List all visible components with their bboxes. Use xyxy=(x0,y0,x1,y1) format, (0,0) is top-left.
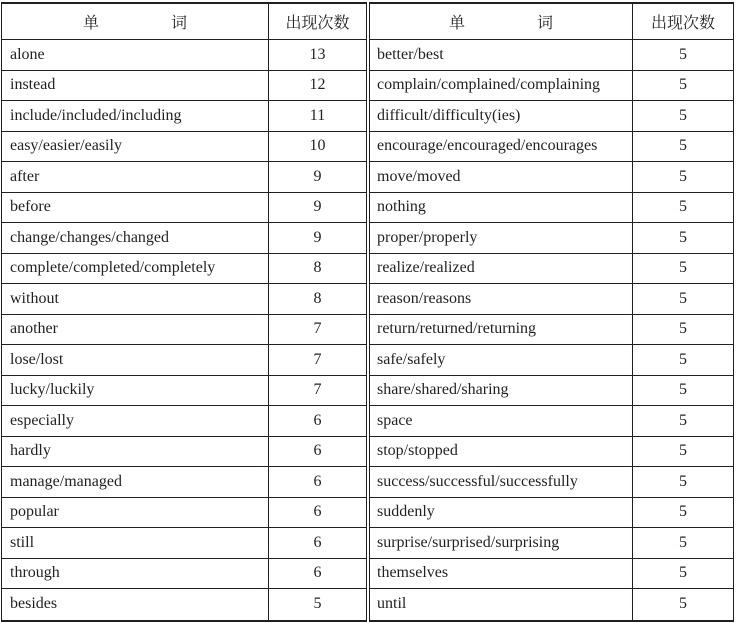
word-cell: encourage/encouraged/encourages xyxy=(369,132,633,162)
count-cell: 9 xyxy=(269,193,367,223)
word-cell: still xyxy=(1,528,269,558)
count-cell: 6 xyxy=(269,406,367,436)
word-cell: complain/complained/complaining xyxy=(369,71,633,101)
count-cell: 7 xyxy=(269,345,367,375)
word-cell: easy/easier/easily xyxy=(1,132,269,162)
count-cell: 9 xyxy=(269,223,367,253)
word-cell: without xyxy=(1,284,269,314)
table-row xyxy=(1,406,367,437)
count-cell: 5 xyxy=(633,132,734,162)
count-cell: 8 xyxy=(269,254,367,284)
count-cell: 5 xyxy=(633,101,734,131)
word-cell: manage/managed xyxy=(1,467,269,497)
table-row xyxy=(1,437,367,468)
count-cell: 5 xyxy=(633,284,734,314)
word-cell: lucky/luckily xyxy=(1,376,269,406)
table-row xyxy=(1,345,367,376)
word-cell: include/included/including xyxy=(1,101,269,131)
word-cell: instead xyxy=(1,71,269,101)
table-row xyxy=(369,223,734,254)
table-row xyxy=(1,254,367,285)
word-header xyxy=(1,4,269,39)
word-cell: after xyxy=(1,162,269,192)
table-row xyxy=(1,223,367,254)
word-cell: before xyxy=(1,193,269,223)
word-cell: suddenly xyxy=(369,498,633,528)
table-row xyxy=(369,40,734,71)
word-header-char-1: 单 xyxy=(83,13,100,32)
table-row xyxy=(1,498,367,529)
count-cell: 5 xyxy=(633,315,734,345)
table-row xyxy=(369,528,734,559)
word-cell: through xyxy=(1,559,269,589)
table-row xyxy=(1,71,367,102)
count-cell: 5 xyxy=(633,528,734,558)
count-cell: 5 xyxy=(269,589,367,620)
word-header-char-2: 词 xyxy=(170,13,187,32)
table-row xyxy=(1,315,367,346)
word-cell: difficult/difficulty(ies) xyxy=(369,101,633,131)
count-cell: 5 xyxy=(633,498,734,528)
count-cell: 6 xyxy=(269,437,367,467)
table-row xyxy=(369,376,734,407)
table-row xyxy=(369,406,734,437)
table-row xyxy=(1,193,367,224)
word-cell: safe/safely xyxy=(369,345,633,375)
table-row xyxy=(1,467,367,498)
table-row xyxy=(1,162,367,193)
word-cell: reason/reasons xyxy=(369,284,633,314)
word-cell: another xyxy=(1,315,269,345)
word-cell: realize/realized xyxy=(369,254,633,284)
count-header: 出现次数 xyxy=(269,4,367,39)
table-row xyxy=(369,498,734,529)
table-row xyxy=(1,284,367,315)
word-header-char-1: 单 xyxy=(449,13,466,32)
table-row xyxy=(369,162,734,193)
table-row xyxy=(1,528,367,559)
table-row xyxy=(369,193,734,224)
count-cell: 5 xyxy=(633,437,734,467)
count-cell: 7 xyxy=(269,376,367,406)
table-row xyxy=(1,101,367,132)
count-cell: 6 xyxy=(269,528,367,558)
word-cell: besides xyxy=(1,589,269,620)
word-cell: especially xyxy=(1,406,269,436)
word-cell: proper/properly xyxy=(369,223,633,253)
count-cell: 9 xyxy=(269,162,367,192)
word-header-char-2: 词 xyxy=(536,13,553,32)
count-cell: 5 xyxy=(633,254,734,284)
word-cell: stop/stopped xyxy=(369,437,633,467)
count-cell: 5 xyxy=(633,193,734,223)
table-row xyxy=(369,589,734,620)
table-row xyxy=(369,254,734,285)
count-cell: 10 xyxy=(269,132,367,162)
table-row xyxy=(1,132,367,163)
count-cell: 5 xyxy=(633,467,734,497)
right-word-table xyxy=(369,2,734,622)
table-row xyxy=(369,559,734,590)
table-row xyxy=(369,101,734,132)
word-cell: popular xyxy=(1,498,269,528)
count-cell: 5 xyxy=(633,40,734,70)
left-word-table xyxy=(1,2,367,622)
word-cell: alone xyxy=(1,40,269,70)
word-cell: complete/completed/completely xyxy=(1,254,269,284)
count-cell: 5 xyxy=(633,71,734,101)
count-cell: 5 xyxy=(633,345,734,375)
count-cell: 5 xyxy=(633,376,734,406)
count-cell: 12 xyxy=(269,71,367,101)
word-cell: until xyxy=(369,589,633,620)
word-cell: success/successful/successfully xyxy=(369,467,633,497)
table-row xyxy=(1,589,367,620)
header-row xyxy=(1,4,367,40)
table-row xyxy=(369,437,734,468)
count-cell: 5 xyxy=(633,223,734,253)
count-cell: 8 xyxy=(269,284,367,314)
count-cell: 11 xyxy=(269,101,367,131)
word-cell: hardly xyxy=(1,437,269,467)
word-cell: lose/lost xyxy=(1,345,269,375)
word-cell: change/changes/changed xyxy=(1,223,269,253)
word-cell: share/shared/sharing xyxy=(369,376,633,406)
table-row xyxy=(1,376,367,407)
word-cell: move/moved xyxy=(369,162,633,192)
word-cell: better/best xyxy=(369,40,633,70)
count-cell: 5 xyxy=(633,406,734,436)
table-row xyxy=(1,40,367,71)
word-cell: space xyxy=(369,406,633,436)
table-row xyxy=(369,315,734,346)
count-cell: 6 xyxy=(269,498,367,528)
table-row xyxy=(369,71,734,102)
word-cell: themselves xyxy=(369,559,633,589)
word-cell: return/returned/returning xyxy=(369,315,633,345)
count-cell: 13 xyxy=(269,40,367,70)
count-cell: 6 xyxy=(269,467,367,497)
count-cell: 7 xyxy=(269,315,367,345)
table-row xyxy=(369,284,734,315)
count-cell: 5 xyxy=(633,589,734,620)
count-cell: 5 xyxy=(633,162,734,192)
count-header: 出现次数 xyxy=(633,4,734,39)
table-row xyxy=(369,467,734,498)
count-cell: 5 xyxy=(633,559,734,589)
table-row xyxy=(1,559,367,590)
header-row xyxy=(369,4,734,40)
word-cell: nothing xyxy=(369,193,633,223)
word-header xyxy=(369,4,633,39)
word-cell: surprise/surprised/surprising xyxy=(369,528,633,558)
table-row xyxy=(369,132,734,163)
count-cell: 6 xyxy=(269,559,367,589)
table-row xyxy=(369,345,734,376)
